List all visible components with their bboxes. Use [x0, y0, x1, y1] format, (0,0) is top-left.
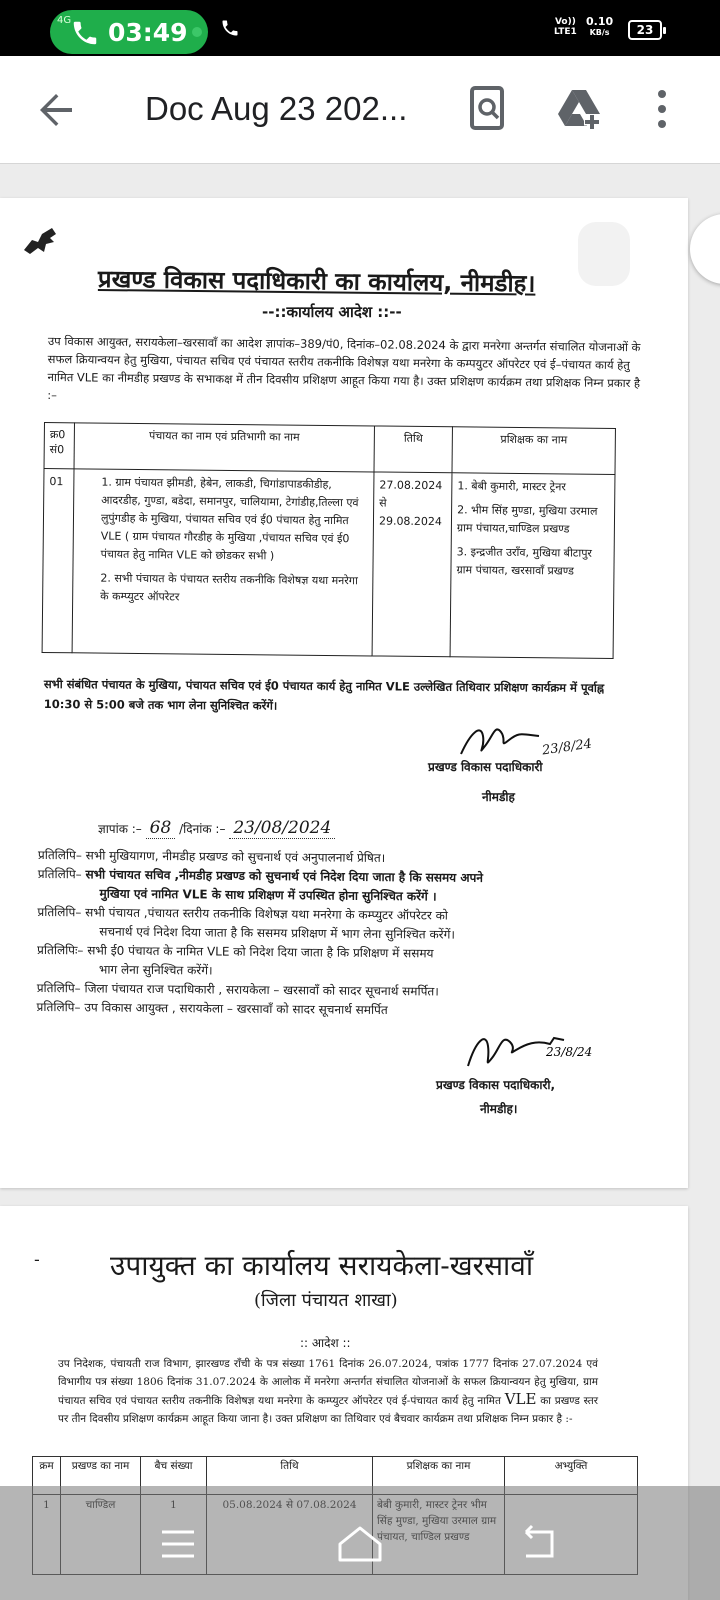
table-header-row [44, 423, 615, 475]
floating-side-button[interactable] [690, 214, 720, 284]
intro-paragraph: उप विकास आयुक्त, सरायकेला–खरसावाँ का आदेश ज्ञापांक–389/पं0, दिनांक–02.08.2024 के द्वारा मनरेगा अन्तर्गत संचालित योजनाओं के सफल क्रियान्वयन हेतु मुखिया, पंचायत सचिव एवं पंचायत स्तरीय तकनीकि विशेषज्ञ यथा मनरेगा के कम्पयुटर ऑपरेटर एवं ई–पंचायत कार्य हेतु नामित VLE का नीमडीह प्रखण्ड के सभाकक्ष में तीन दिवसीय प्रशिक्षण आहूत किया गया है। उक्त प्रशिक्षण कार्यक्रम तथा प्रशिक्षक निम्न प्रकार है :– [47, 333, 641, 403]
cc-text-cont: सचनार्थ एवं निदेश दिया जाता है कि ससमय प्रशिक्षण में भाग लेना सुनिश्चित करेंगें। [99, 924, 455, 942]
memo-number: 68 [146, 818, 176, 839]
order-label: :: आदेश :: [300, 1336, 351, 1350]
date-to: 29.08.2024 [378, 514, 443, 529]
signature-2 [462, 1026, 592, 1080]
row-dates [372, 472, 452, 657]
date-from: 27.08.2024 [379, 478, 443, 493]
signatory-place-2: नीमडीह। [480, 1102, 518, 1116]
col-date-header: तिथि [374, 426, 452, 473]
data-speed [586, 16, 613, 38]
cc-text: सभी मुखियागण, नीमडीह प्रखण्ड को सुचनार्थ एवं अनुपालनार्थ प्रेषित। [85, 848, 386, 866]
document-search-icon[interactable] [466, 84, 514, 136]
cc-label: प्रतिलिपि– [37, 866, 82, 882]
cc-label: प्रतिलिपिः– [37, 942, 84, 958]
emblem-icon [22, 222, 62, 260]
row-serial: 01 [42, 469, 74, 653]
back-icon[interactable] [508, 1512, 572, 1576]
training-schedule-table [42, 422, 616, 659]
col-date-header: तिथि [207, 1457, 373, 1495]
intro-text-b: का प्रखण्ड स्तर पर तीन दिवसीय प्रशिक्षण कार्यक्रम आहूत किया जाना है। उक्त प्रशिक्षण का तिथिवार एवं बैचवार कार्यक्रम तथा प्रशिक्षक निम्न प्रकार है :- [58, 1395, 598, 1425]
office-subheading-2: (जिला पंचायत शाखा) [254, 1290, 398, 1311]
col-trainer-header: प्रशिक्षक का नाम [373, 1457, 505, 1495]
row-trainers [450, 473, 615, 659]
list-item [37, 903, 597, 946]
participants-part-1: 1. ग्राम पंचायत झीमडी, हेबेन, लाकडी, चिगांडापाडकीडीह, आदरडीह, गुण्डा, बडेदा, समानपुर, चालियामा, टेगांडीह,तिल्ला एवं लुपुंगडीह के मुखिया, पंचायत सचिव एवं ई0 पंचायत हेतु नामित VLE ( ग्राम पंचायत गौरडीह के मुखिया ,पंचायत सचिव एवं ई0 पंचायत हेतु नामित VLE को छोडकर सभी ) [100, 475, 359, 563]
memo-date-label: /दिनांक :– [179, 822, 226, 836]
row-participants [72, 469, 374, 656]
home-icon[interactable] [328, 1512, 392, 1576]
signal-label: 4G [57, 15, 72, 26]
trainer-2: 2. भीम सिंह मुण्डा, मुखिया उरमाल ग्राम पंचायत,चाण्डिल प्रखण्ड [456, 503, 598, 536]
intro-vle: VLE [504, 1390, 537, 1408]
signatory-title-2: प्रखण्ड विकास पदाधिकारी, [436, 1078, 556, 1092]
cc-text: उप विकास आयुक्त , सरायकेला – खरसावाँ को सादर सूचनार्थ समर्पित [84, 1000, 388, 1018]
list-item [38, 865, 598, 908]
scan-mark: - [34, 1250, 40, 1269]
navigation-bar [0, 1486, 720, 1600]
col-trainer-header: प्रशिक्षक का नाम [452, 427, 615, 475]
col-batch-header: बैच संख्या [141, 1457, 207, 1495]
cc-text: जिला पंचायत राज पदाधिकारी , सरायकेला – खरसावाँ को सादर सूचनार्थ समर्पित। [84, 981, 439, 999]
volte-label: Vo)) [554, 17, 576, 27]
intro-text-a: उप निदेशक, पंचायती राज विभाग, झारखण्ड राँची के पत्र संख्या 1761 दिनांक 26.07.2024, पत्रांक 1777 दिनांक 27.07.2024 एवं विभागीय पत्र संख्या 1806 दिनांक 31.07.2024 के आलोक में मनरेगा अन्तर्गत संचालित योजनाओं के सफल क्रियान्वयन हेतु मुखिया, ग्राम पंचायत सचिव एवं पंचायत स्तरीय तकनीकि विशेषज्ञ यथा मनरेगा के कम्प्युटर ऑपरेटर एवं ई-पंचायत कार्य हेतु नामित [58, 1358, 598, 1407]
table-row [42, 469, 615, 659]
list-item [37, 941, 597, 984]
memo-number-line [98, 818, 335, 838]
signatory-title-1: प्रखण्ड विकास पदाधिकारी [428, 760, 543, 774]
cc-label: प्रतिलिपि– [36, 999, 81, 1015]
back-arrow-icon[interactable] [32, 86, 80, 134]
signatory-place-1: नीमडीह [482, 790, 515, 804]
cc-text: सभी ई0 पंचायत के नामित VLE को निदेश दिया जाता है कि प्रशिक्षण में ससमय [87, 943, 434, 961]
app-bar [0, 56, 720, 164]
col-serial-header: क्रम [33, 1457, 61, 1495]
cc-text-cont: भाग लेना सुनिश्चित करेंगें। [98, 962, 213, 978]
document-page-1[interactable] [0, 198, 688, 1188]
trainer-1: 1. बेबी कुमारी, मास्टर ट्रेनर [457, 479, 566, 494]
office-order-subheading: --::कार्यालय आदेश ::-- [262, 303, 402, 321]
scan-smudge [578, 222, 630, 286]
date-separator: से [379, 496, 387, 510]
trainer-3: 3. इन्द्रजीत उराँव, मुखिया बीटापुर ग्राम पंचायत, खरसावाँ प्रखण्ड [456, 545, 593, 578]
menu-icon[interactable] [146, 1512, 210, 1576]
copy-to-list [37, 846, 598, 1022]
status-bar [0, 0, 720, 56]
col-panchayat-header: पंचायत का नाम एवं प्रतिभागी का नाम [74, 423, 374, 472]
speed-unit: KB/s [589, 28, 610, 37]
col-block-header: प्रखण्ड का नाम [61, 1457, 141, 1495]
call-indicator-dot [192, 27, 202, 37]
intro-paragraph-2 [58, 1356, 598, 1428]
cc-label: प्रतिलिपि– [36, 980, 81, 996]
memo-label: ज्ञापांक :– [98, 822, 142, 836]
cc-label: प्रतिलिपि– [37, 847, 82, 863]
signature-date-2: 23/8/24 [546, 1045, 592, 1059]
more-vert-icon[interactable] [640, 84, 688, 136]
cc-label: प्रतिलिपि– [37, 904, 82, 920]
signature-date-1: 23/8/24 [541, 736, 593, 759]
col-remark-header: अभ्युक्ति [505, 1457, 638, 1495]
office-heading-2: उपायुक्त का कार्यालय सरायकेला-खरसावाँ [110, 1249, 534, 1282]
cc-text: सभी पंचायत सचिव ,नीमडीह प्रखण्ड को सुचनार्थ एवं निदेश दिया जाता है कि ससमय अपने [85, 867, 484, 885]
wifi-calling-icon [220, 18, 240, 42]
memo-date: 23/08/2024 [229, 818, 335, 839]
battery-icon: 23 [628, 20, 662, 40]
participants-part-2: 2. सभी पंचायत के पंचायत स्तरीय तकनीकि विशेषज्ञ यथा मनरेगा के कम्प्युटर ऑपरेटर [100, 571, 358, 604]
cc-text: सभी पंचायत ,पंचायत स्तरीय तकनीकि विशेषज्ञ यथा मनरेगा के कम्प्युटर ऑपरेटर को [85, 905, 448, 923]
network-indicator [554, 17, 577, 37]
ongoing-call-chip[interactable] [50, 10, 208, 54]
office-heading: प्रखण्ड विकास पदाधिकारी का कार्यालय, नीमडीह। [97, 265, 536, 298]
document-title: Doc Aug 23 202... [145, 90, 408, 127]
col-serial-header: क्र0 सं0 [44, 423, 74, 469]
call-timer: 03:49 [108, 18, 188, 47]
list-item [37, 998, 597, 1022]
lte-label: LTE1 [554, 27, 577, 37]
phone-call-icon [70, 18, 100, 52]
attendance-note: सभी संबंधित पंचायत के मुखिया, पंचायत सचिव एवं ई0 पंचायत कार्य हेतु नामित VLE उल्लेखित तिथिवार प्रशिक्षण कार्यक्रम में पूर्वाह्न 10:30 से 5:00 बजे तक भाग लेना सुनिश्चित करेंगें। [43, 676, 605, 713]
drive-add-icon[interactable] [556, 84, 604, 136]
speed-value: 0.10 [586, 15, 614, 28]
cc-text-cont: मुखिया एवं नामित VLE के साथ प्रशिक्षण में उपस्थित होना सुनिश्चित करेंगें । [99, 886, 437, 904]
